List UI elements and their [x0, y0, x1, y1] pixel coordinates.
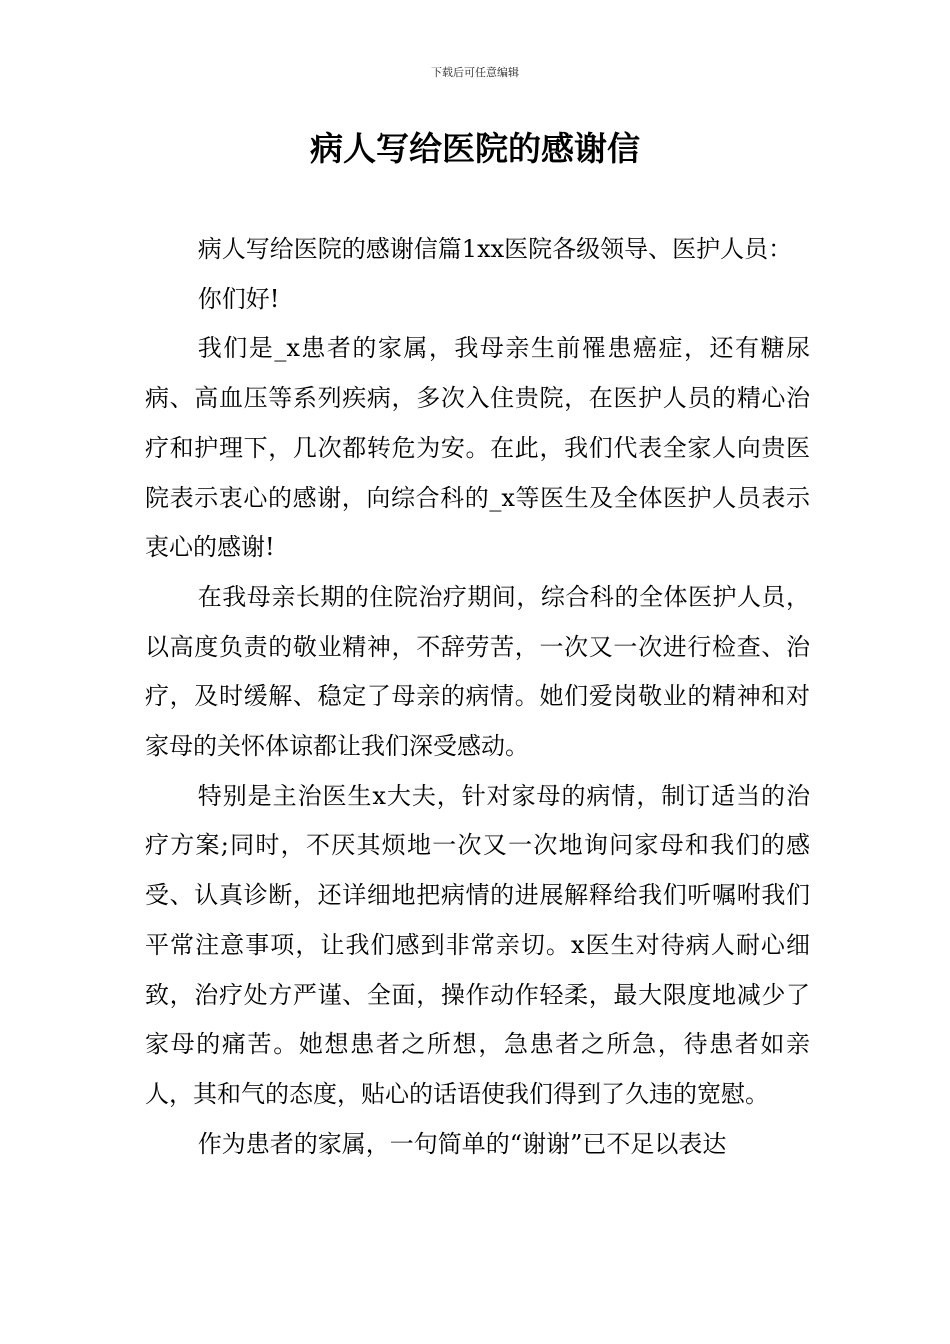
- paragraph-closing-start: 作为患者的家属，一句简单的“谢谢”已不足以表达: [197, 1129, 727, 1158]
- paragraph-hospital-stay: 在我母亲长期的住院治疗期间，综合科的全体医护人员，以高度负责的敬业精神，不辞劳苦，一次又一次进行检查、治疗，及时缓解、稳定了母亲的病情。她们爱岗敬业的精神和对家母的关怀体谅都让我们深受感动。: [145, 582, 810, 761]
- paragraph-doctor-praise: 特别是主治医生x大夫，针对家母的病情，制订适当的治疗方案;同时，不厌其烦地一次又一次地询问家母和我们的感受、认真诊断，还详细地把病情的进展解释给我们听嘱咐我们平常注意事项，让我们感到非常亲切。x医生对待病人耐心细致，治疗处方严谨、全面，操作动作轻柔，最大限度地减少了家母的痛苦。她想患者之所想，急患者之所急，待患者如亲人，其和气的态度，贴心的话语使我们得到了久违的宽慰。: [145, 781, 810, 1108]
- paragraph-salutation: 病人写给医院的感谢信篇1xx医院各级领导、医护人员：: [197, 235, 793, 263]
- paragraph-greeting: 你们好!: [197, 284, 280, 313]
- document-body: [145, 225, 810, 1169]
- paragraph-introduction: 我们是_x患者的家属，我母亲生前罹患癌症，还有糖尿病、高血压等系列疾病，多次入住贵院，在医护人员的精心治疗和护理下，几次都转危为安。在此，我们代表全家人向贵医院表示衷心的感谢，向综合科的_x等医生及全体医护人员表示衷心的感谢!: [145, 334, 810, 562]
- document-title: 病人写给医院的感谢信: [310, 129, 640, 168]
- header-note: 下载后可任意编辑: [431, 66, 519, 79]
